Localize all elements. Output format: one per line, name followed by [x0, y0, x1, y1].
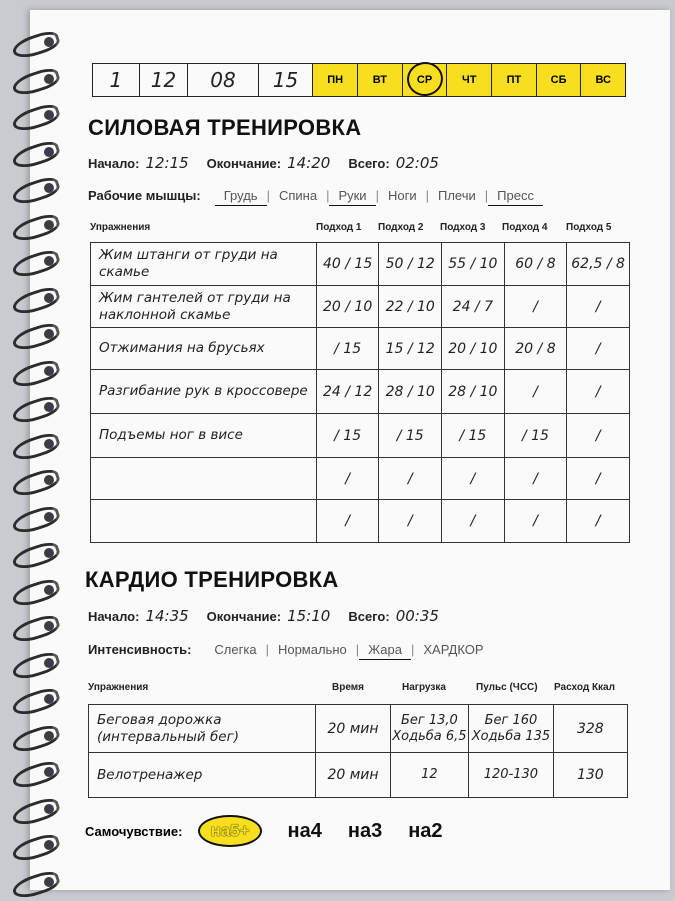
- set-3-value[interactable]: /: [442, 500, 505, 543]
- cardio-end-value[interactable]: 15:10: [287, 607, 331, 625]
- intensity-hardcore[interactable]: ХАРДКОР: [423, 642, 484, 657]
- exercise-name[interactable]: [91, 500, 317, 543]
- cardio-pulse-value[interactable]: 120-130: [469, 753, 553, 798]
- set-1-value[interactable]: 20 / 10: [316, 286, 379, 328]
- strength-row: [91, 414, 630, 458]
- date-week[interactable]: 15: [259, 64, 314, 96]
- strength-end-value[interactable]: 14:20: [287, 154, 331, 172]
- strength-total-label: Всего:: [348, 156, 390, 171]
- strength-end-label: Окончание:: [206, 156, 282, 171]
- exercise-name[interactable]: Жим штанги от груди на скамье: [91, 243, 317, 286]
- strength-start-label: Начало:: [88, 156, 140, 171]
- set-5-value[interactable]: /: [567, 458, 630, 500]
- mood-option-2[interactable]: на2: [408, 819, 443, 842]
- cardio-total-value[interactable]: 00:35: [395, 607, 439, 625]
- strength-row: [91, 458, 630, 500]
- set-4-value[interactable]: /: [504, 500, 567, 543]
- strength-total-value[interactable]: 02:05: [395, 154, 439, 172]
- intensity-hot[interactable]: Жара: [359, 642, 411, 660]
- set-1-value[interactable]: 40 / 15: [316, 243, 379, 286]
- cardio-kcal-value[interactable]: 130: [553, 753, 627, 798]
- strength-row: [91, 243, 630, 286]
- cardio-time-value[interactable]: 20 мин: [316, 753, 390, 798]
- strength-header-set1: Подход 1: [316, 222, 362, 233]
- set-2-value[interactable]: / 15: [379, 414, 442, 458]
- muscle-shoulders[interactable]: Плечи: [437, 188, 476, 203]
- weekday-mon[interactable]: ПН: [313, 64, 358, 96]
- cardio-start-value[interactable]: 14:35: [145, 607, 189, 625]
- set-5-value[interactable]: /: [567, 414, 630, 458]
- set-2-value[interactable]: 22 / 10: [379, 286, 442, 328]
- cardio-table: [88, 704, 628, 798]
- set-2-value[interactable]: 15 / 12: [379, 328, 442, 370]
- set-2-value[interactable]: /: [379, 500, 442, 543]
- strength-header-set3: Подход 3: [440, 222, 486, 233]
- weekday-wed-label: СР: [416, 74, 433, 86]
- cardio-kcal-value[interactable]: 328: [553, 705, 627, 753]
- set-1-value[interactable]: / 15: [316, 414, 379, 458]
- set-3-value[interactable]: / 15: [442, 414, 505, 458]
- strength-row: [91, 370, 630, 414]
- set-5-value[interactable]: /: [567, 370, 630, 414]
- cardio-exercise-name[interactable]: Беговая дорожка (интервальный бег): [89, 705, 316, 753]
- strength-start-value[interactable]: 12:15: [145, 154, 189, 172]
- weekday-wed[interactable]: [403, 64, 448, 96]
- cardio-row: [89, 705, 628, 753]
- set-1-value[interactable]: /: [316, 500, 379, 543]
- set-1-value[interactable]: / 15: [316, 328, 379, 370]
- set-4-value[interactable]: 60 / 8: [504, 243, 567, 286]
- muscle-legs[interactable]: Ноги: [387, 188, 417, 203]
- cardio-header-exercises: Упражнения: [88, 682, 149, 693]
- set-4-value[interactable]: / 15: [504, 414, 567, 458]
- set-5-value[interactable]: 62,5 / 8: [567, 243, 630, 286]
- intensity-normal[interactable]: Нормально: [277, 642, 347, 657]
- cardio-row: [89, 753, 628, 798]
- weekday-tue[interactable]: ВТ: [358, 64, 403, 96]
- set-2-value[interactable]: 28 / 10: [379, 370, 442, 414]
- strength-time-row: [88, 154, 451, 172]
- cardio-total-label: Всего:: [348, 609, 390, 624]
- mood-label: Самочувствие:: [85, 823, 183, 839]
- cardio-title: КАРДИО ТРЕНИРОВКА: [85, 567, 339, 592]
- set-5-value[interactable]: /: [567, 500, 630, 543]
- mood-option-3[interactable]: на3: [347, 819, 383, 842]
- set-2-value[interactable]: /: [379, 458, 442, 500]
- set-3-value[interactable]: 55 / 10: [442, 243, 505, 286]
- intensity-light[interactable]: Слегка: [214, 642, 257, 657]
- set-3-value[interactable]: /: [442, 458, 505, 500]
- weekday-thu[interactable]: ЧТ: [447, 64, 492, 96]
- cardio-time-row: [88, 607, 451, 625]
- cardio-header-time: Время: [332, 682, 364, 693]
- strength-row: [91, 328, 630, 370]
- cardio-pulse-value[interactable]: Бег 160 Ходьба 135: [469, 705, 553, 753]
- set-3-value[interactable]: 28 / 10: [442, 370, 505, 414]
- muscles-row: Рабочие мышцы: Грудь | Спина | Руки | Ноги | Плечи | Пресс: [88, 188, 543, 206]
- mood-row: [85, 815, 443, 847]
- muscle-chest[interactable]: Грудь: [215, 188, 267, 206]
- set-3-value[interactable]: 20 / 10: [442, 328, 505, 370]
- cardio-header-load: Нагрузка: [402, 682, 446, 693]
- set-2-value[interactable]: 50 / 12: [379, 243, 442, 286]
- intensity-row: Интенсивность: Слегка | Нормально | Жара | ХАРДКОР: [88, 642, 493, 660]
- muscle-back[interactable]: Спина: [278, 188, 318, 203]
- date-strip: [92, 63, 626, 97]
- strength-title: СИЛОВАЯ ТРЕНИРОВКА: [88, 115, 362, 140]
- strength-header-exercises: Упражнения: [90, 222, 151, 233]
- exercise-name[interactable]: [91, 458, 317, 500]
- set-5-value[interactable]: /: [567, 328, 630, 370]
- set-5-value[interactable]: /: [567, 286, 630, 328]
- cardio-exercise-name[interactable]: Велотренажер: [89, 753, 316, 798]
- strength-header-set5: Подход 5: [566, 222, 612, 233]
- exercise-name[interactable]: Жим гантелей от груди на наклонной скамье: [91, 286, 317, 328]
- date-day[interactable]: 1: [93, 64, 140, 96]
- cardio-start-label: Начало:: [88, 609, 140, 624]
- muscle-arms[interactable]: Руки: [329, 188, 375, 206]
- strength-row: [91, 500, 630, 543]
- set-3-value[interactable]: 24 / 7: [442, 286, 505, 328]
- cardio-header-pulse: Пульс (ЧСС): [476, 682, 538, 693]
- exercise-name[interactable]: Подъемы ног в висе: [91, 414, 317, 458]
- date-month[interactable]: 12: [140, 64, 189, 96]
- set-1-value[interactable]: 24 / 12: [316, 370, 379, 414]
- cardio-load-value[interactable]: 12: [390, 753, 469, 798]
- strength-row: [91, 286, 630, 328]
- strength-header-set2: Подход 2: [378, 222, 424, 233]
- set-4-value[interactable]: /: [504, 370, 567, 414]
- set-4-value[interactable]: /: [504, 286, 567, 328]
- set-4-value[interactable]: /: [504, 458, 567, 500]
- muscles-label: Рабочие мышцы:: [88, 188, 201, 203]
- set-1-value[interactable]: /: [316, 458, 379, 500]
- set-4-value[interactable]: 20 / 8: [504, 328, 567, 370]
- selected-day-circle: [404, 59, 445, 99]
- cardio-header-kcal: Расход Ккал: [554, 682, 615, 693]
- mood-option-4[interactable]: на4: [287, 819, 322, 842]
- intensity-label: Интенсивность:: [88, 642, 192, 657]
- weekday-fri[interactable]: ПТ: [492, 64, 537, 96]
- exercise-name[interactable]: Разгибание рук в кроссовере: [91, 370, 317, 414]
- weekday-sun[interactable]: ВС: [581, 64, 625, 96]
- cardio-end-label: Окончание:: [206, 609, 282, 624]
- mood-option-5plus[interactable]: на5+: [198, 815, 261, 847]
- notebook-page: [30, 10, 670, 890]
- cardio-load-value[interactable]: Бег 13,0 Ходьба 6,5: [390, 705, 469, 753]
- weekday-sat[interactable]: СБ: [537, 64, 582, 96]
- muscle-abs[interactable]: Пресс: [488, 188, 543, 206]
- cardio-time-value[interactable]: 20 мин: [316, 705, 390, 753]
- strength-table: [90, 242, 630, 543]
- strength-header-set4: Подход 4: [502, 222, 548, 233]
- date-year[interactable]: 08: [188, 64, 258, 96]
- exercise-name[interactable]: Отжимания на брусьях: [91, 328, 317, 370]
